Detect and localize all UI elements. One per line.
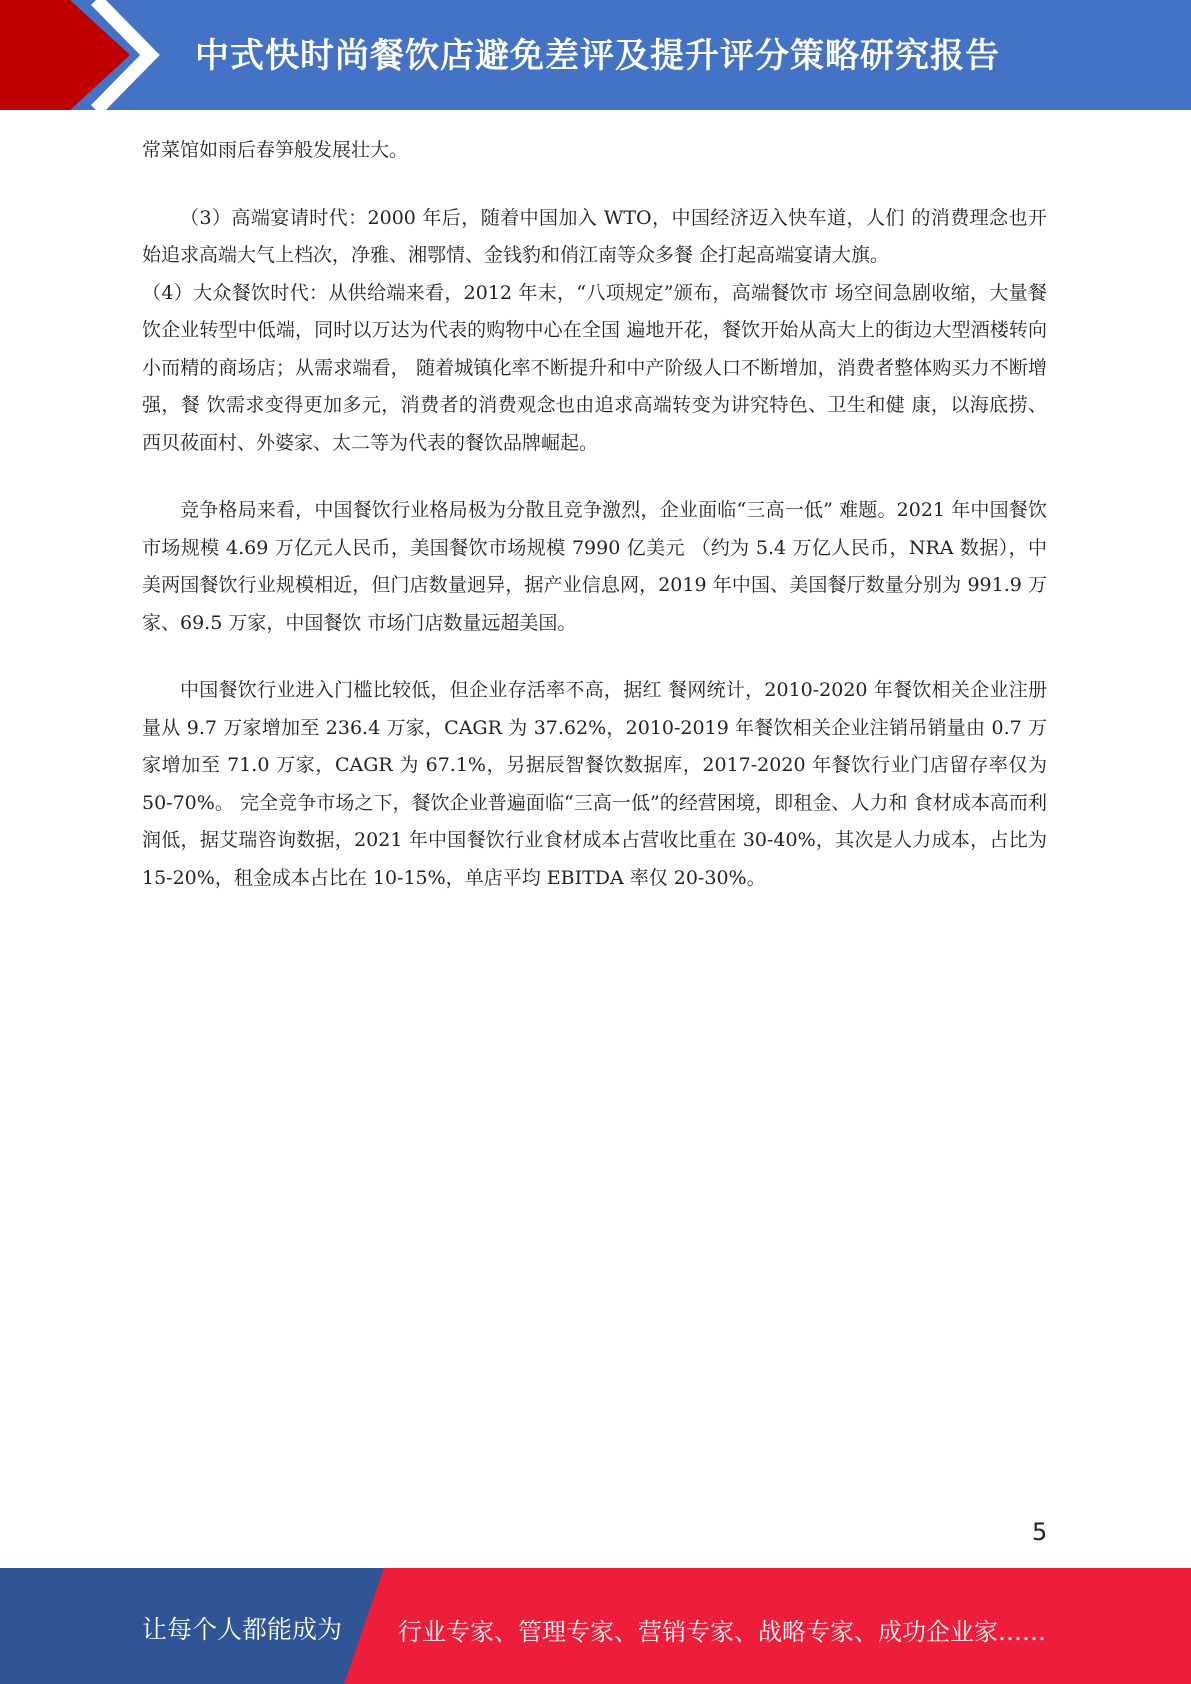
page-header xyxy=(0,0,1191,110)
document-title: 中式快时尚餐饮店避免差评及提升评分策略研究报告 xyxy=(195,36,1000,76)
paragraph-competition-landscape: 竞争格局来看，中国餐饮行业格局极为分散且竞争激烈，企业面临“三高一低” 难题。2021 年中国餐饮市场规模 4.69 万亿元人民币，美国餐饮市场规模 7990 亿美元 （约为 5.4 万亿人民币，NRA 数据），中美两国餐饮行业规模相近，但门店数量迥异，据产业信息网，2019 年中国、美国餐厅数量分别为 991.9 万家、69.5 万家，中国餐饮 市场门店数量远超美国。 xyxy=(142,499,1047,634)
footer-slogan-left: 让每个人都能成为 xyxy=(142,1615,343,1644)
chevron-arrow-icon xyxy=(0,0,160,110)
paragraph-entry-barriers: 中国餐饮行业进入门槛比较低，但企业存活率不高，据红 餐网统计，2010-2020 年餐饮相关企业注册量从 9.7 万家增加至 236.4 万家，CAGR 为 37.62%，2010-2019 年餐饮相关企业注销吊销量由 0.7 万家增加至 71.0 万家，CAGR 为 67.1%，另据辰智餐饮数据库，2017-2020 年餐饮行业门店留存率仅为 50-70%。 完全竞争市场之下，餐饮企业普遍面临“三高一低”的经营困境，即租金、人力和 食材成本高而利润低，据艾瑞咨询数据，2021 年中国餐饮行业食材成本占营收比重在 30-40%，其次是人力成本，占比为 15-20%，租金成本占比在 10-15%，单店平均 EBITDA 率仅 20-30%。 xyxy=(142,679,1047,889)
document-body xyxy=(142,132,1047,927)
paragraph-mass-dining-era: （4）大众餐饮时代：从供给端来看，2012 年末，“八项规定”颁布，高端餐饮市 场空间急剧收缩，大量餐饮企业转型中低端，同时以万达为代表的购物中心在全国 遍地开花，餐饮开始从高大上的街边大型酒楼转向小而精的商场店；从需求端看， 随着城镇化率不断提升和中产阶级人口不断增加，消费者整体购买力不断增强，餐 饮需求变得更加多元，消费者的消费观念也由追求高端转变为讲究特色、卫生和健 康，以海底捞、西贝莜面村、外婆家、太二等为代表的餐饮品牌崛起。 xyxy=(142,281,1047,454)
paragraph-continuation: 常菜馆如雨后春笋般发展壮大。 xyxy=(142,139,409,161)
page-number: 5 xyxy=(1032,1518,1048,1546)
paragraph-high-end-era: （3）高端宴请时代：2000 年后，随着中国加入 WTO，中国经济迈入快车道，人们 的消费理念也开始追求高端大气上档次，净雅、湘鄂情、金钱豹和俏江南等众多餐 企打起高端宴请大旗。 xyxy=(142,206,1047,266)
footer-slogan-right: 行业专家、管理专家、营销专家、战略专家、成功企业家…… xyxy=(398,1618,1046,1646)
page-footer xyxy=(0,1568,1191,1684)
